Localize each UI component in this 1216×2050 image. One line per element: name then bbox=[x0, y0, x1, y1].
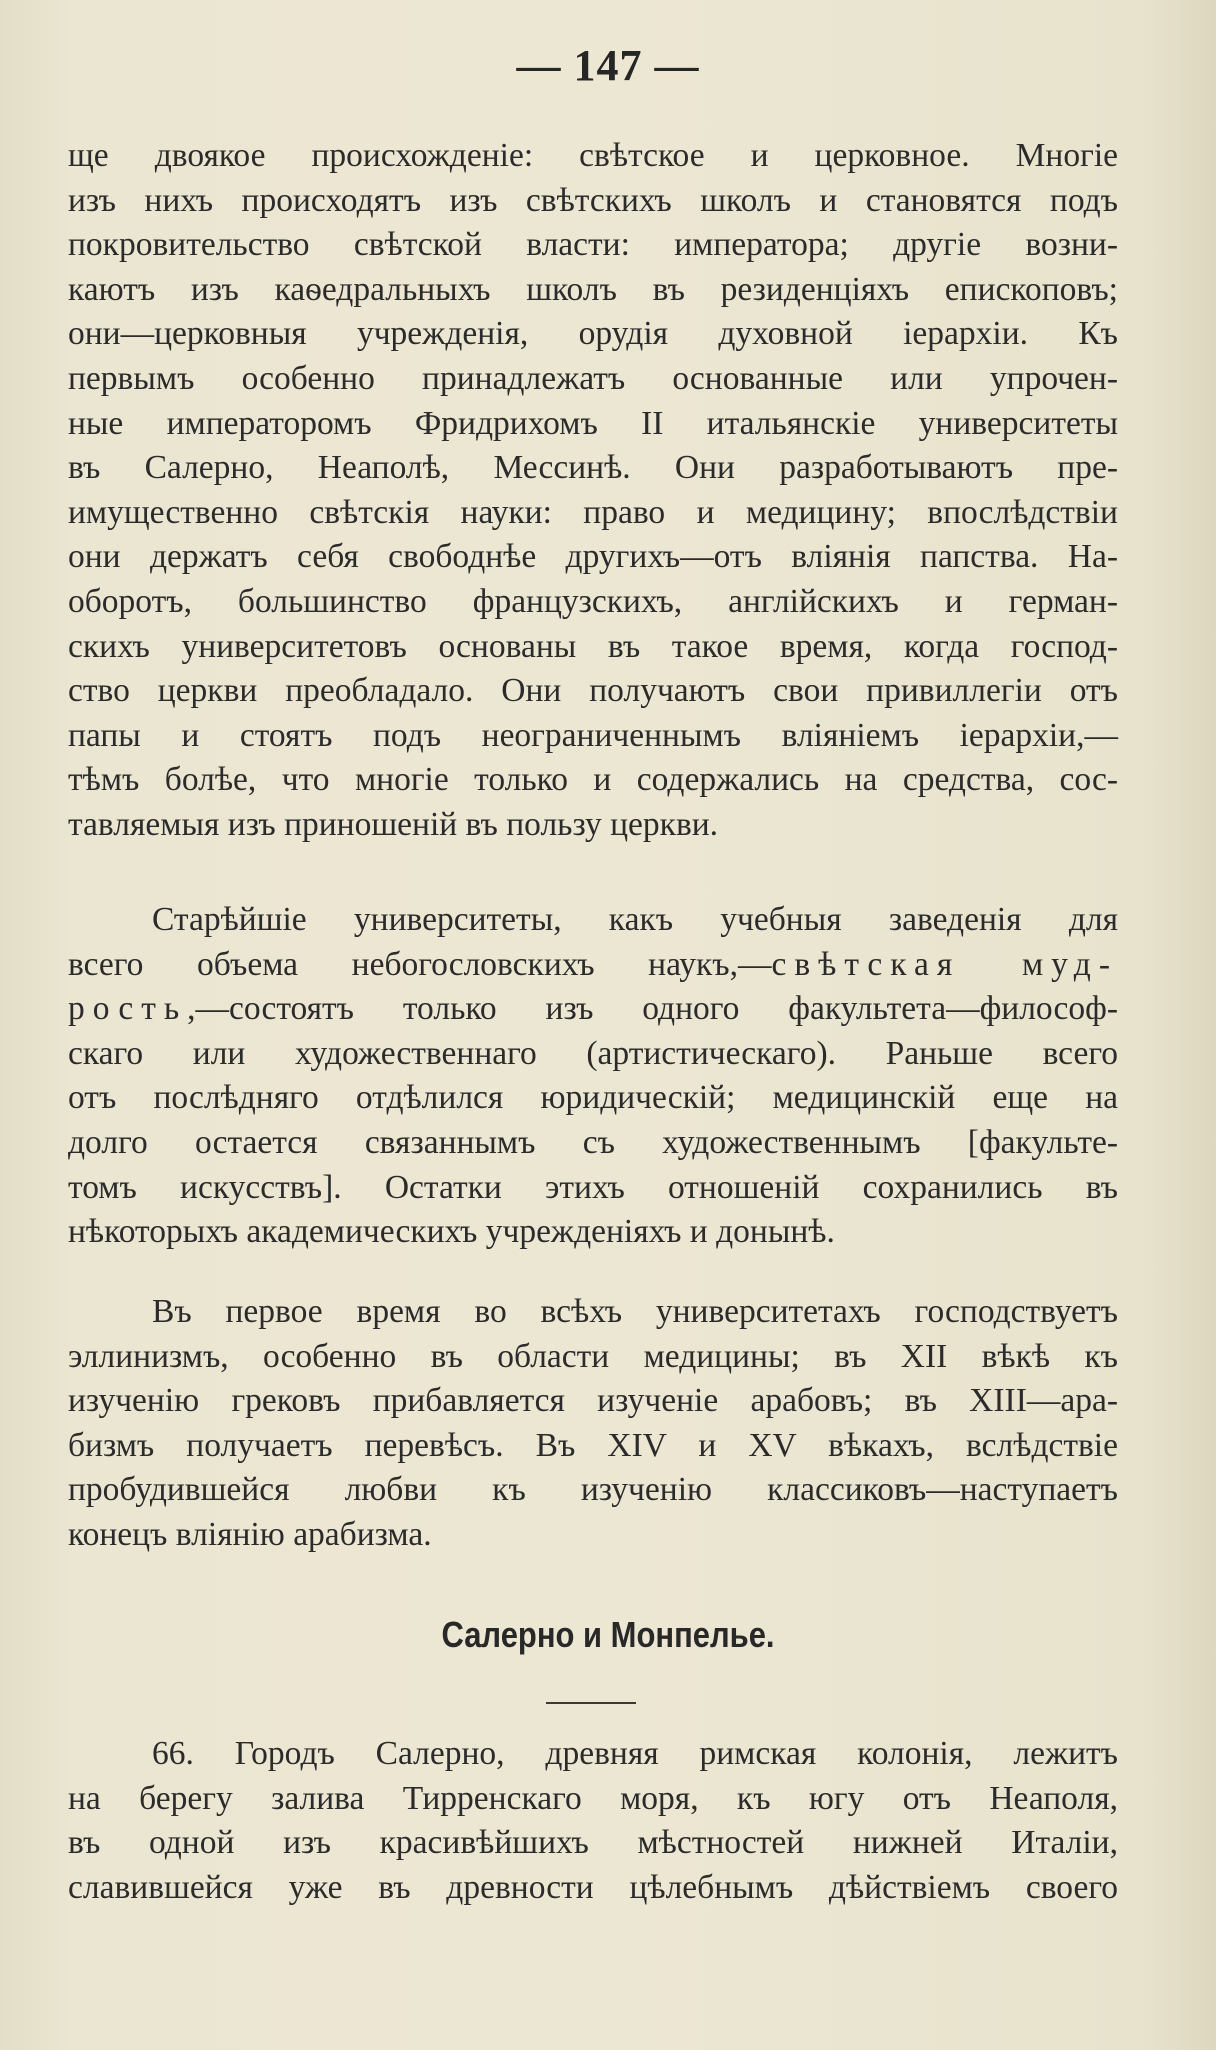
text-line: томъ искусствъ]. Остатки этихъ отношеній сохранились въ bbox=[68, 1168, 1118, 1206]
text-line: конецъ вліянію арабизма. bbox=[68, 1515, 432, 1553]
text-line: скихъ университетовъ основаны въ такое время, когда господ- bbox=[68, 627, 1118, 665]
text-line: имущественно свѣтскія науки: право и медицину; впослѣдствіи bbox=[68, 493, 1118, 531]
page-number: — 147 — bbox=[516, 41, 700, 90]
text-line: Въ первое время во всѣхъ университетахъ господствуетъ bbox=[152, 1293, 1118, 1330]
text-line: скаго или художественнаго (артистическаго). Раньше всего bbox=[68, 1034, 1118, 1072]
text-line: папы и стоятъ подъ неограниченнымъ вліяніемъ іерархіи,— bbox=[68, 716, 1118, 754]
text-line: ные императоромъ Фридрихомъ II итальянскіе университеты bbox=[68, 404, 1118, 442]
text-line: долго остается связаннымъ съ художественнымъ [факульте- bbox=[68, 1123, 1118, 1161]
text-line: ство церкви преобладало. Они получаютъ свои привиллегіи отъ bbox=[68, 672, 1118, 710]
emphasized-text: свѣтская муд- bbox=[771, 945, 1118, 983]
text-segment: ,—состоятъ только изъ одного факультета—философ- bbox=[187, 990, 1118, 1028]
text-line: нѣкоторыхъ академическихъ учрежденіяхъ и донынѣ. bbox=[68, 1213, 835, 1251]
text-line: отъ послѣдняго отдѣлился юридическій; медицинскій еще на bbox=[68, 1079, 1118, 1117]
text-line: оборотъ, большинство французскихъ, англійскихъ и герман- bbox=[68, 582, 1118, 620]
text-line: изученію грековъ прибавляется изученіе арабовъ; въ XIII—ара- bbox=[68, 1382, 1118, 1420]
text-line: 66. Городъ Салерно, древняя римская колонія, лежитъ bbox=[152, 1735, 1118, 1772]
paragraph-oldest-universities bbox=[68, 898, 1118, 1255]
text-line: первымъ особенно принадлежатъ основанные или упрочен- bbox=[68, 359, 1118, 397]
paragraph-salerno bbox=[68, 1732, 1118, 1910]
text-line bbox=[68, 987, 1118, 1032]
section-heading: Салерно и Монпелье. bbox=[441, 1614, 775, 1655]
text-segment: всего объема небогословскихъ наукъ,— bbox=[68, 945, 772, 983]
text-line bbox=[68, 943, 1118, 988]
paragraph-universities-origin bbox=[68, 134, 1118, 848]
text-line: каютъ изъ каѳедральныхъ школъ въ резиденціяхъ епископовъ; bbox=[68, 270, 1118, 308]
heading-divider bbox=[546, 1702, 636, 1704]
text-line: они держатъ себя свободнѣе другихъ—отъ вліянія папства. На- bbox=[68, 538, 1118, 576]
text-line: Старѣйшіе университеты, какъ учебныя заведенія для bbox=[152, 901, 1118, 938]
text-line: славившейся уже въ древности цѣлебнымъ дѣйствіемъ своего bbox=[68, 1868, 1118, 1906]
text-line: покровительство свѣтской власти: императора; другіе возни- bbox=[68, 226, 1118, 264]
text-line: они—церковныя учрежденія, орудія духовной іерархіи. Къ bbox=[68, 315, 1118, 353]
text-line: ще двоякое происхожденіе: свѣтское и церковное. Многіе bbox=[68, 137, 1118, 174]
text-line: тавляемыя изъ приношеній въ пользу церкви. bbox=[68, 805, 719, 843]
emphasized-text: рость bbox=[68, 990, 188, 1028]
text-line: изъ нихъ происходятъ изъ свѣтскихъ школъ и становятся подъ bbox=[68, 181, 1118, 219]
text-line: эллинизмъ, особенно въ области медицины; въ XII вѣкѣ къ bbox=[68, 1337, 1118, 1375]
text-line: пробудившейся любви къ изученію классиковъ—наступаетъ bbox=[68, 1471, 1118, 1509]
text-line: тѣмъ болѣе, что многіе только и содержались на средства, сос- bbox=[68, 761, 1118, 799]
text-line: въ одной изъ красивѣйшихъ мѣстностей нижней Италіи, bbox=[68, 1824, 1118, 1862]
paragraph-hellenism-arabism bbox=[68, 1290, 1118, 1558]
text-line: въ Салерно, Неаполѣ, Мессинѣ. Они разработываютъ пре- bbox=[68, 449, 1118, 487]
text-line: на берегу залива Тирренскаго моря, къ югу отъ Неаполя, bbox=[68, 1779, 1118, 1817]
text-line: бизмъ получаетъ перевѣсъ. Въ XIV и XV вѣкахъ, вслѣдствіе bbox=[68, 1426, 1118, 1464]
